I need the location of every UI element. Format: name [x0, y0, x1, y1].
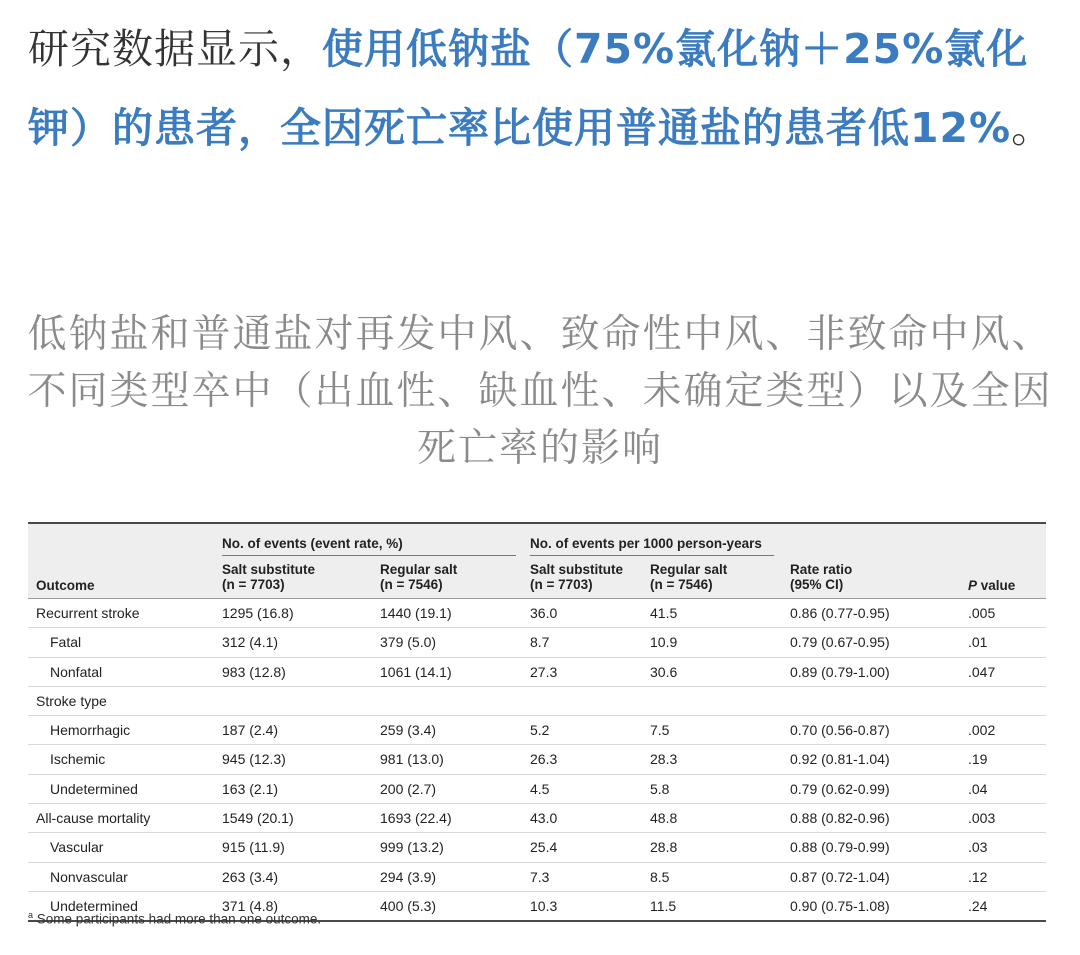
- cell-outcome: Ischemic: [50, 751, 106, 768]
- cell-salt-substitute-rate: 8.7: [530, 634, 550, 651]
- col-header-salt-substitute-py: Salt substitute: [530, 562, 624, 577]
- table-row: [28, 775, 1046, 804]
- cell-salt-substitute-events: 312 (4.1): [222, 634, 279, 651]
- cell-outcome: Vascular: [50, 839, 104, 856]
- cell-outcome: Nonvascular: [50, 868, 128, 885]
- cell-rate-ratio: 0.79 (0.67-0.95): [790, 634, 890, 651]
- cell-p-value: .047: [968, 663, 996, 680]
- table-row: [28, 599, 1046, 628]
- cell-salt-substitute-rate: 26.3: [530, 751, 558, 768]
- col-header-outcome: Outcome: [36, 578, 95, 593]
- cell-p-value: .01: [968, 634, 988, 651]
- figure-caption: 低钠盐和普通盐对再发中风、致命性中风、非致命中风、不同类型卒中（出血性、缺血性、未确定类型）以及全因死亡率的影响: [27, 312, 1053, 471]
- cell-outcome: All-cause mortality: [36, 810, 151, 827]
- cell-outcome: Recurrent stroke: [36, 605, 140, 621]
- cell-regular-salt-rate: 8.5: [650, 868, 670, 885]
- footnote-mark: a: [28, 910, 34, 920]
- cell-rate-ratio: 0.79 (0.62-0.99): [790, 780, 890, 797]
- cell-regular-salt-events: 200 (2.7): [380, 780, 437, 797]
- col-header-rate-ratio: Rate ratio: [790, 562, 853, 577]
- col-header-p-value: P value: [968, 578, 1016, 593]
- headline: [28, 10, 1058, 168]
- table-row: [28, 863, 1046, 892]
- group-header-person-years: No. of events per 1000 person-years: [530, 536, 762, 551]
- cell-salt-substitute-events: 187 (2.4): [222, 722, 279, 739]
- cell-salt-substitute-events: 1295 (16.8): [222, 605, 294, 621]
- table-row: [28, 658, 1046, 687]
- cell-salt-substitute-events: 983 (12.8): [222, 663, 286, 680]
- table-row: [28, 804, 1046, 833]
- cell-outcome: Hemorrhagic: [50, 722, 131, 739]
- table-body: [28, 599, 1046, 922]
- headline-prefix: 研究数据显示，: [28, 25, 322, 73]
- table-row: [28, 745, 1046, 774]
- cell-p-value: .003: [968, 810, 996, 827]
- headline-suffix: 。: [1011, 104, 1054, 152]
- cell-p-value: .005: [968, 605, 996, 621]
- group-header-event-rate: No. of events (event rate, %): [222, 536, 403, 551]
- cell-salt-substitute-rate: 10.3: [530, 897, 558, 914]
- headline-highlight: 使用低钠盐（75%氯化钠＋25%氯化钾）的患者，全因死亡率比使用普通盐的患者低12%: [28, 25, 1029, 152]
- cell-p-value: .04: [968, 780, 988, 797]
- cell-regular-salt-events: 400 (5.3): [380, 897, 437, 914]
- cell-salt-substitute-rate: 4.5: [530, 780, 550, 797]
- cell-rate-ratio: 0.89 (0.79-1.00): [790, 663, 890, 680]
- cell-salt-substitute-rate: 36.0: [530, 605, 558, 621]
- group-rule-2: [530, 555, 774, 556]
- cell-outcome: Undetermined: [50, 897, 138, 914]
- cell-regular-salt-rate: 10.9: [650, 634, 678, 651]
- table-row: [28, 833, 1046, 862]
- cell-salt-substitute-rate: 7.3: [530, 868, 550, 885]
- cell-regular-salt-rate: 28.3: [650, 751, 678, 768]
- table-row: [28, 687, 1046, 716]
- col-header-salt-substitute: Salt substitute: [222, 562, 316, 577]
- cell-outcome: Undetermined: [50, 780, 138, 797]
- col-header-regular-salt-py: Regular salt: [650, 562, 728, 577]
- col-header-salt-substitute-py-n: (n = 7703): [530, 577, 593, 592]
- cell-regular-salt-events: 1693 (22.4): [380, 810, 452, 827]
- cell-outcome: Fatal: [50, 634, 82, 651]
- cell-salt-substitute-events: 263 (3.4): [222, 868, 279, 885]
- group-rule-1: [222, 555, 516, 556]
- cell-regular-salt-rate: 30.6: [650, 663, 678, 680]
- cell-salt-substitute-events: 1549 (20.1): [222, 810, 294, 827]
- col-header-regular-salt-n: (n = 7546): [380, 577, 443, 592]
- cell-regular-salt-rate: 7.5: [650, 722, 670, 739]
- col-header-regular-salt: Regular salt: [380, 562, 458, 577]
- cell-p-value: .002: [968, 722, 996, 739]
- cell-p-value: .24: [968, 897, 988, 914]
- cell-rate-ratio: 0.88 (0.82-0.96): [790, 810, 890, 827]
- table-row: [28, 716, 1046, 745]
- cell-rate-ratio: 0.70 (0.56-0.87): [790, 722, 890, 739]
- cell-regular-salt-events: 294 (3.9): [380, 868, 437, 885]
- cell-regular-salt-rate: 48.8: [650, 810, 678, 827]
- table-footnote: [28, 910, 321, 927]
- cell-salt-substitute-rate: 5.2: [530, 722, 550, 739]
- cell-rate-ratio: 0.86 (0.77-0.95): [790, 605, 890, 621]
- col-header-rate-ratio-ci: (95% CI): [790, 577, 844, 592]
- cell-rate-ratio: 0.90 (0.75-1.08): [790, 897, 890, 914]
- table-row: [28, 628, 1046, 657]
- results-table: [28, 522, 1046, 922]
- footnote-text: Some participants had more than one outcome.: [33, 911, 322, 927]
- col-header-regular-salt-py-n: (n = 7546): [650, 577, 713, 592]
- cell-outcome: Nonfatal: [50, 663, 103, 680]
- cell-salt-substitute-rate: 27.3: [530, 663, 558, 680]
- cell-regular-salt-events: 981 (13.0): [380, 751, 444, 768]
- cell-rate-ratio: 0.87 (0.72-1.04): [790, 868, 890, 885]
- cell-salt-substitute-rate: 25.4: [530, 839, 558, 856]
- cell-rate-ratio: 0.92 (0.81-1.04): [790, 751, 890, 768]
- cell-salt-substitute-events: 915 (11.9): [222, 839, 285, 856]
- cell-regular-salt-events: 1440 (19.1): [380, 605, 452, 621]
- table-header: [28, 524, 1046, 599]
- cell-regular-salt-events: 259 (3.4): [380, 722, 437, 739]
- cell-regular-salt-rate: 28.8: [650, 839, 678, 856]
- cell-outcome: Stroke type: [36, 692, 107, 709]
- cell-salt-substitute-rate: 43.0: [530, 810, 558, 827]
- cell-p-value: .19: [968, 751, 988, 768]
- cell-p-value: .03: [968, 839, 988, 856]
- cell-salt-substitute-events: 163 (2.1): [222, 780, 279, 797]
- cell-rate-ratio: 0.88 (0.79-0.99): [790, 839, 890, 856]
- cell-regular-salt-rate: 41.5: [650, 605, 678, 621]
- col-header-salt-substitute-n: (n = 7703): [222, 577, 285, 592]
- cell-regular-salt-events: 999 (13.2): [380, 839, 444, 856]
- cell-salt-substitute-events: 945 (12.3): [222, 751, 286, 768]
- cell-p-value: .12: [968, 868, 988, 885]
- cell-regular-salt-rate: 5.8: [650, 780, 670, 797]
- cell-regular-salt-events: 379 (5.0): [380, 634, 437, 651]
- cell-salt-substitute-events: 371 (4.8): [222, 897, 279, 914]
- cell-regular-salt-events: 1061 (14.1): [380, 663, 452, 680]
- cell-regular-salt-rate: 11.5: [650, 897, 677, 914]
